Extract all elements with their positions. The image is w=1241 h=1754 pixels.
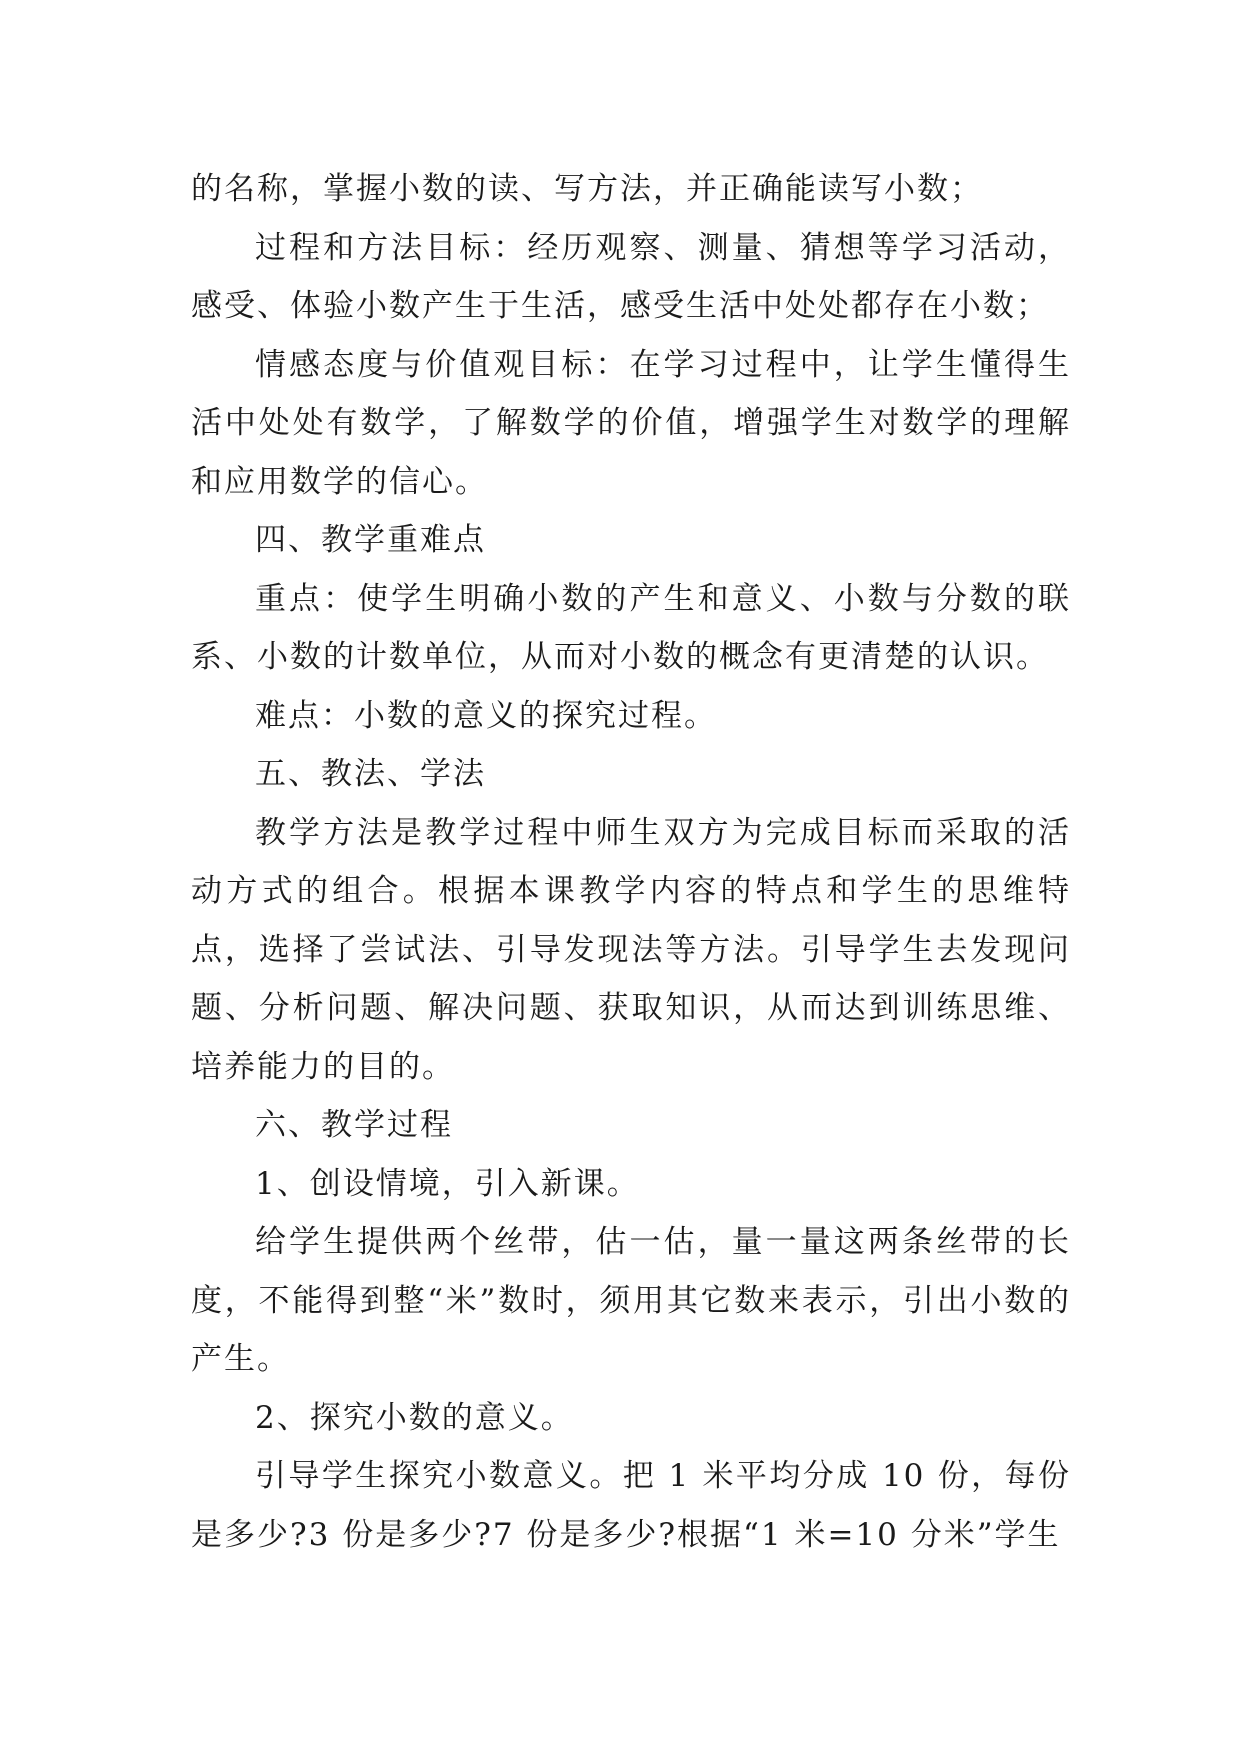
document-body [191,160,1071,1564]
paragraph-objectives-continued: 的名称，掌握小数的读、写方法，并正确能读写小数； [191,171,983,207]
section-heading-teaching-process: 六、教学过程 [255,1107,453,1143]
subheading-create-situation: 1、创设情境，引入新课。 [255,1165,640,1202]
paragraph-emotion-attitude-goal: 情感态度与价值观目标：在学习过程中，让学生懂得生活中处处有数学，了解数学的价值，增强学生对数学的理解和应用数学的信心。 [191,346,1071,500]
paragraph-guide-exploration: 引导学生探究小数意义。把 1 米平均分成 10 份，每份是多少?3 份是多少?7 份是多少?根据“1 米=10 分米”学生 [191,1458,1071,1553]
subheading-explore-decimal-meaning: 2、探究小数的意义。 [255,1399,574,1436]
section-heading-teaching-methods: 五、教法、学法 [255,756,486,792]
paragraph-process-method-goal: 过程和方法目标：经历观察、测量、猜想等学习活动，感受、体验小数产生于生活，感受生活中处处都存在小数； [191,229,1071,324]
paragraph-teaching-methods: 教学方法是教学过程中师生双方为完成目标而采取的活动方式的组合。根据本课教学内容的特点和学生的思维特点，选择了尝试法、引导发现法等方法。引导学生去发现问题、分析问题、解决问题、获取知识，从而达到训练思维、培养能力的目的。 [191,814,1071,1085]
paragraph-ribbon-activity: 给学生提供两个丝带，估一估，量一量这两条丝带的长度，不能得到整“米”数时，须用其它数来表示，引出小数的产生。 [191,1224,1071,1377]
section-heading-key-difficult-points: 四、教学重难点 [255,522,486,558]
paragraph-key-point: 重点：使学生明确小数的产生和意义、小数与分数的联系、小数的计数单位，从而对小数的概念有更清楚的认识。 [191,580,1071,675]
paragraph-difficult-point: 难点：小数的意义的探究过程。 [255,697,717,734]
